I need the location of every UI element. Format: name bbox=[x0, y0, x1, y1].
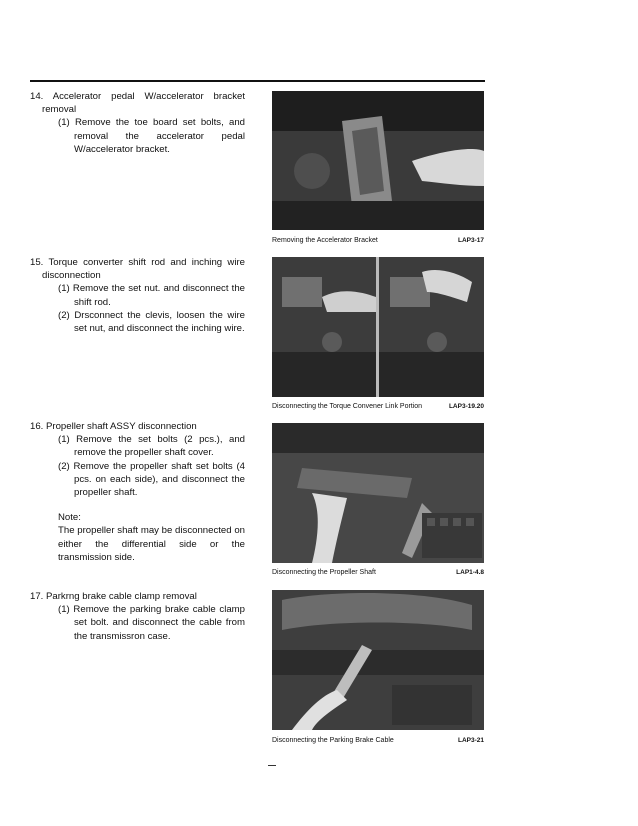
section-17 bbox=[30, 590, 245, 643]
top-rule bbox=[30, 80, 485, 82]
figure-caption-4 bbox=[272, 736, 484, 745]
torque-converter-link-photo bbox=[272, 257, 484, 397]
section-15 bbox=[30, 256, 245, 335]
figure-code: LAP3-21 bbox=[457, 737, 484, 744]
figure-caption-3 bbox=[272, 568, 484, 577]
section-heading: 14. Accelerator pedal W/accelerator bracket removal bbox=[30, 91, 245, 116]
figure-caption-1 bbox=[272, 236, 484, 245]
accelerator-bracket-photo bbox=[272, 91, 484, 230]
figure-code: LAP1-4.8 bbox=[456, 569, 484, 576]
section-16 bbox=[30, 420, 245, 564]
section-step: (2) Remove the propeller shaft set bolts (4 pcs. on each side), and disconnect the propeller shaft. bbox=[58, 460, 245, 499]
caption-text: Disconnecting the Parking Brake Cable bbox=[272, 737, 394, 744]
figure-code: LAP3-19.20 bbox=[448, 403, 484, 410]
section-heading: 17. Parkrng brake cable clamp removal bbox=[30, 591, 197, 602]
figure-code: LAP3-17 bbox=[457, 237, 484, 244]
parking-brake-cable-photo bbox=[272, 590, 484, 730]
caption-text: Disconnecting the Torque Convener Link Portion bbox=[272, 403, 423, 410]
caption-text: Removing the Accelerator Bracket bbox=[272, 237, 378, 244]
figure-caption-2 bbox=[272, 402, 484, 411]
propeller-shaft-photo bbox=[272, 423, 484, 563]
page-mark bbox=[268, 765, 276, 766]
section-step: (1) Remove the set nut. and disconnect the shift rod. bbox=[58, 283, 245, 308]
section-heading: 15. Torque converter shift rod and inching wire disconnection bbox=[30, 257, 245, 282]
caption-text: Disconnecting the Propeller Shaft bbox=[272, 569, 376, 576]
section-step: (1) Remove the set bolts (2 pcs.), and remove the propeller shaft cover. bbox=[58, 434, 245, 459]
note-label: Note: bbox=[58, 512, 81, 524]
section-14 bbox=[30, 90, 245, 156]
section-step: (1) Remove the toe board set bolts, and removal the accelerator pedal W/accelerator bracket. bbox=[58, 117, 245, 155]
section-step: (2) Drsconnect the clevis, loosen the wire set nut, and disconnect the inching wire. bbox=[58, 309, 245, 335]
section-heading: 16. Propeller shaft ASSY disconnection bbox=[30, 421, 197, 432]
note-text: The propeller shaft may be disconnected on either the differential side or the transmission side. bbox=[58, 525, 245, 563]
section-step: (1) Remove the parking brake cable clamp set bolt. and disconnect the cable from the transmissron case. bbox=[58, 604, 245, 642]
